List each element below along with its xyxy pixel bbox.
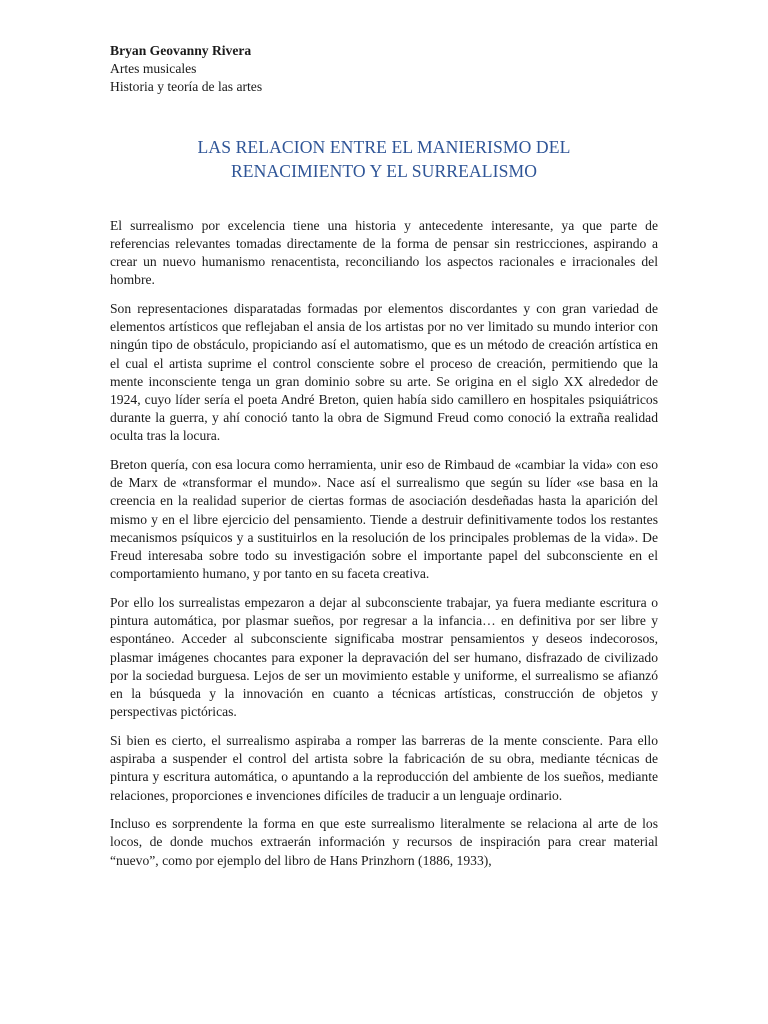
document-body — [110, 217, 658, 870]
document-title — [110, 135, 658, 184]
paragraph-4: Por ello los surrealistas empezaron a dejar al subconsciente trabajar, ya fuera mediante escritura o pintura automática, por plasmar sueños, por regresar a la infancia… en definitiva por ser libre y espontáneo. Acceder al subconsciente significaba mostrar pensamientos y deseos indecorosos, plasmar imágenes chocantes para exponer la depravación del ser humano, disfrazado de civilizado por la sociedad burguesa. Lejos de ser un movimiento estable y uniforme, el surrealismo se afianzó en la búsqueda y la innovación en cuanto a técnicas artísticas, construcción de objetos y perspectivas pictóricas. — [110, 594, 658, 720]
document-page — [110, 42, 658, 880]
paragraph-2: Son representaciones disparatadas formadas por elementos discordantes y con gran variedad de elementos artísticos que reflejaban el ansia de los artistas por no ver limitado su mundo interior con ningún tipo de obstáculo, propiciando así el automatismo, que es un método de creación artística en el cual el artista suprime el control consciente sobre el proceso de creación, permitiendo que la mente inconsciente tenga un gran dominio sobre su arte. Se origina en el siglo XX alrededor de 1924, cuyo líder sería el poeta André Breton, quien había sido camillero en hospitales psiquiátricos durante la guerra, y ahí conoció tanto la obra de Sigmund Freud como conoció la extraña realidad oculta tras la locura. — [110, 300, 658, 444]
title-line-1: LAS RELACION ENTRE EL MANIERISMO DEL — [197, 136, 571, 157]
title-line-2: RENACIMIENTO Y EL SURREALISMO — [230, 161, 538, 182]
paragraph-6: Incluso es sorprendente la forma en que este surrealismo literalmente se relaciona al arte de los locos, de donde muchos extraerán información y recursos de inspiración para crear material “nuevo”, como por ejemplo del libro de Hans Prinzhorn (1886, 1933), — [110, 816, 658, 868]
paragraph-5: Si bien es cierto, el surrealismo aspiraba a romper las barreras de la mente consciente. Para ello aspiraba a suspender el control del artista sobre la fabricación de su obra, mediante técnicas de pintura y escritura automática, o apuntando a la reproducción del ambiente de los sueños, mediante relaciones, proporciones e invenciones difíciles de traducir a un lenguaje ordinario. — [110, 732, 658, 803]
document-header — [110, 42, 658, 97]
course-name: Artes musicales — [110, 61, 197, 77]
subject-name: Historia y teoría de las artes — [110, 79, 263, 95]
paragraph-1: El surrealismo por excelencia tiene una historia y antecedente interesante, ya que parte de referencias relevantes tomadas directamente de la forma de pensar sin restricciones, aspirando a crear un nuevo humanismo renacentista, reconciliando los aspectos racionales e irracionales del hombre. — [110, 217, 658, 288]
author-name: Bryan Geovanny Rivera — [110, 43, 252, 58]
paragraph-3: Breton quería, con esa locura como herramienta, unir eso de Rimbaud de «cambiar la vida» con eso de Marx de «transformar el mundo». Nace así el surrealismo que según su líder «se basa en la creencia en la realidad superior de ciertas formas de asociación desdeñadas hasta la aparición del mismo y en el libre ejercicio del pensamiento. Tiende a destruir definitivamente todos los restantes mecanismos psíquicos y a sustituirlos en la resolución de los principales problemas de la vida». De Freud interesaba sobre todo su investigación sobre el importante papel del subconsciente en el comportamiento humano, y por tanto en su faceta creativa. — [110, 457, 658, 582]
